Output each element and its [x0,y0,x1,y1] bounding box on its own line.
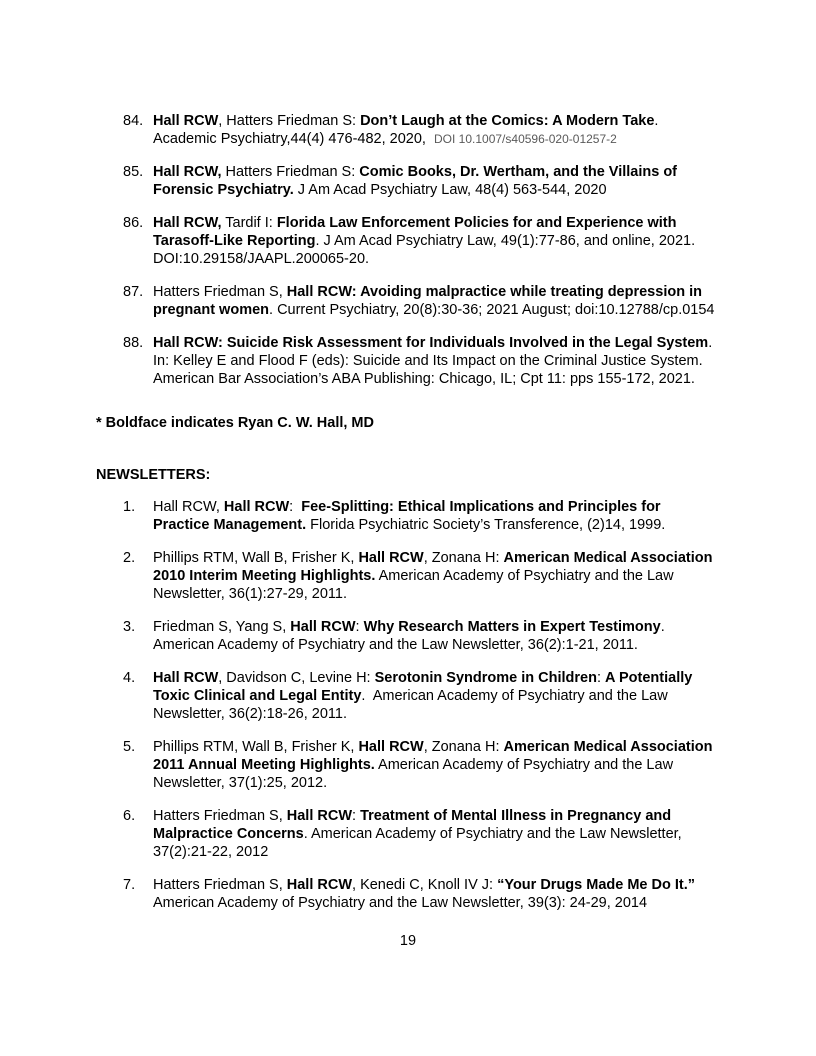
text-segment: Hall RCW: Avoiding malpractice while treating depression in pregnant women [153,284,707,318]
item-text [153,807,720,861]
text-segment: Florida Law Enforcement Policies for and Experience with Tarasoff-Like Reporting [153,215,681,249]
text-segment: . Current Psychiatry, 20(8):30-36; 2021 August; doi:10.12788/cp.0154 [269,302,715,318]
item-number: 2. [123,550,136,566]
text-segment: , Kenedi C, Knoll IV J: [352,877,498,893]
text-segment: Hall RCW: Suicide Risk Assessment for Individuals Involved in the Legal System [153,335,709,351]
text-segment: Hatters Friedman S, [153,284,287,300]
text-segment: , Davidson C, Levine H: [218,670,375,686]
item-number: 85. [123,164,144,180]
list-item [123,163,720,199]
text-segment: Don’t Laugh at the Comics: A Modern Take [360,113,655,129]
item-text [153,618,720,654]
list-item [123,549,720,603]
text-segment: Hatters Friedman S: [221,164,360,180]
item-text [153,163,720,199]
list-item [123,876,720,912]
text-segment: , Hatters Friedman S: [218,113,361,129]
item-number: 5. [123,739,136,755]
item-text [153,549,720,603]
item-number: 87. [123,284,144,300]
text-segment: , Zonana H: [423,739,504,755]
text-segment: . American Academy of Psychiatry and the Law Newsletter, 36(2):18-26, 2011. [153,688,672,722]
text-segment: Fee-Splitting: Ethical Implications and Principles for Practice Management. [153,499,665,533]
boldface-note: * Boldface indicates Ryan C. W. Hall, MD [96,415,374,431]
text-segment: Hall RCW, [153,215,222,231]
text-segment: Tardif I: [221,215,277,231]
item-number: 6. [123,808,136,824]
newsletters-list [123,498,720,912]
item-number: 4. [123,670,136,686]
list-item [123,334,720,388]
item-text [153,669,720,723]
list-item [123,498,720,534]
text-segment: Hall RCW [223,499,290,515]
text-segment: . Academic Psychiatry,44(4) 476-482, 2020, [153,113,662,147]
list-item [123,112,720,148]
item-number: 7. [123,877,136,893]
item-number: 88. [123,335,144,351]
text-segment: Hall RCW [153,670,219,686]
text-segment: . American Academy of Psychiatry and the Law Newsletter, 37(2):21-22, 2012 [153,826,686,860]
list-item [123,618,720,654]
list-item [123,738,720,792]
text-segment: A Potentially Toxic Clinical and Legal Entity [153,670,697,704]
text-segment: American Academy of Psychiatry and the Law Newsletter, 39(3): 24-29, 2014 [153,877,699,911]
text-segment: Hatters Friedman S, [153,808,287,824]
item-text [153,283,720,319]
text-segment: Hall RCW [358,550,424,566]
item-number: 1. [123,499,136,515]
text-segment: Hatters Friedman S, [153,877,287,893]
text-segment: American Academy of Psychiatry and the Law Newsletter, 37(1):25, 2012. [153,757,678,791]
text-segment: Hall RCW [286,808,353,824]
text-segment: American Medical Association 2010 Interim Meeting Highlights. [153,550,717,584]
text-segment: Florida Psychiatric Society’s Transference, (2)14, 1999. [306,517,666,533]
text-segment: Serotonin Syndrome in Children [374,670,597,686]
item-text [153,876,720,912]
text-segment: . In: Kelley E and Flood F (eds): Suicide and Its Impact on the Criminal Justice System. American Bar Association’s ABA Publishing: Chicago, IL; Cpt 11: pps 155-172, 2021. [153,335,717,387]
publications-list [123,112,720,388]
list-item [123,283,720,319]
text-segment: Hall RCW, [153,164,222,180]
item-number: 86. [123,215,144,231]
item-text [153,112,720,148]
text-segment: American Academy of Psychiatry and the Law Newsletter, 36(1):27-29, 2011. [153,568,678,602]
text-segment: Phillips RTM, Wall B, Frisher K, [153,550,359,566]
text-segment: Comic Books, Dr. Wertham, and the Villains of Forensic Psychiatry. [153,164,682,198]
list-item [123,807,720,861]
text-segment: , Zonana H: [423,550,504,566]
item-text [153,498,720,534]
text-segment: J Am Acad Psychiatry Law, 48(4) 563-544, 2020 [293,182,607,198]
item-text [153,738,720,792]
text-segment: American Medical Association 2011 Annual Meeting Highlights. [153,739,717,773]
text-segment: : [355,619,364,635]
text-segment: : [352,808,361,824]
text-segment: Why Research Matters in Expert Testimony [363,619,661,635]
text-segment: : [289,499,302,515]
text-segment: . J Am Acad Psychiatry Law, 49(1):77-86, and online, 2021. DOI:10.29158/JAAPL.200065-20. [153,233,700,267]
item-number: 84. [123,113,144,129]
text-segment: Hall RCW [290,619,356,635]
text-segment: Hall RCW [153,113,219,129]
page-number: 19 [399,933,417,949]
newsletters-heading: NEWSLETTERS: [96,467,211,483]
text-segment: “Your Drugs Made Me Do It.” [497,877,696,893]
item-text [153,334,720,388]
text-segment: Hall RCW [358,739,424,755]
text-segment: Phillips RTM, Wall B, Frisher K, [153,739,359,755]
text-segment: Hall RCW [286,877,353,893]
item-number: 3. [123,619,136,635]
list-item [123,214,720,268]
text-segment: Hall RCW, [153,499,224,515]
text-segment: Treatment of Mental Illness in Pregnancy and Malpractice Concerns [153,808,676,842]
text-segment: : [596,670,606,686]
text-segment: Friedman S, Yang S, [153,619,291,635]
text-segment: . American Academy of Psychiatry and the Law Newsletter, 36(2):1-21, 2011. [153,619,668,653]
text-segment: DOI 10.1007/s40596-020-01257-2 [434,132,617,146]
list-item [123,669,720,723]
item-text [153,214,720,268]
